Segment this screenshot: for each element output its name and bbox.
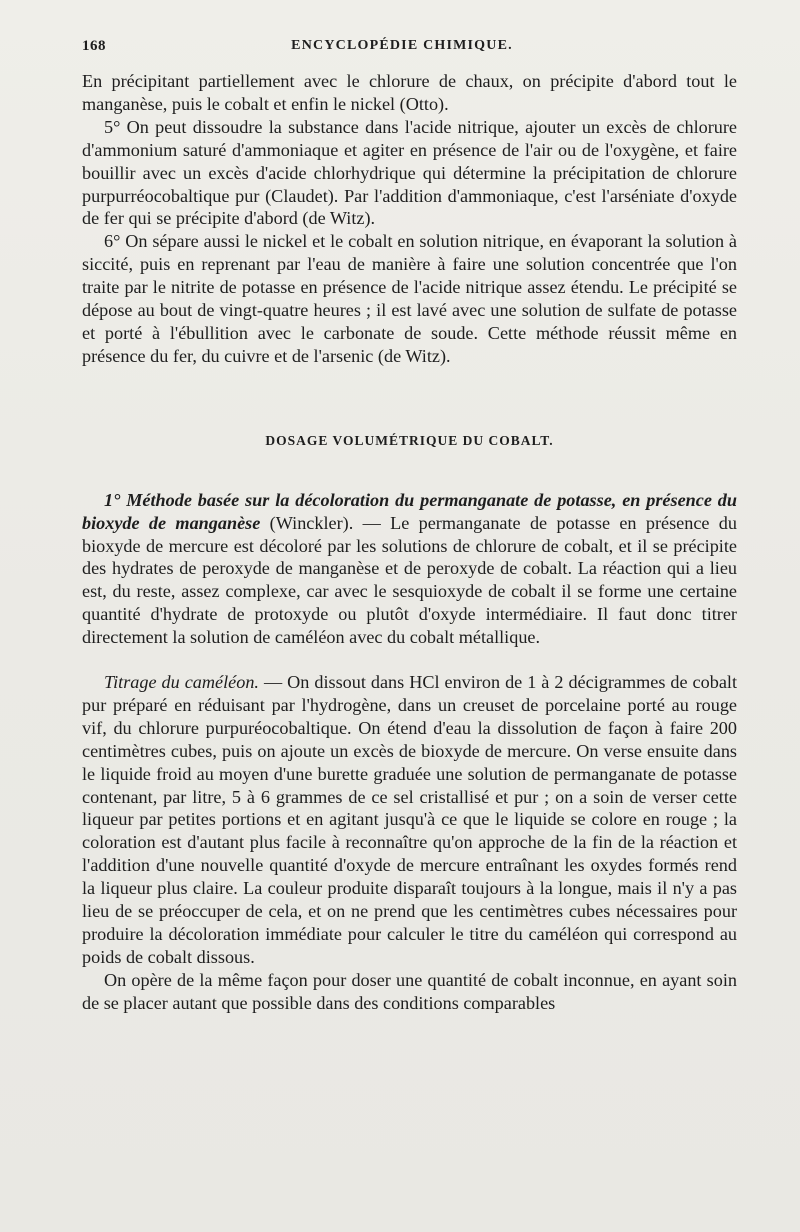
paragraph-titrage	[82, 671, 737, 969]
titrage-description: — On dissout dans HCl environ de 1 à 2 décigrammes de cobalt pur préparé en réduisant par l'hydrogène, dans un creuset de porcelaine porté au rouge vif, du chlorure purpuréocobaltique. On étend d'eau la dissolution de façon à faire 200 centimètres cubes, puis on ajoute un excès de bioxyde de mercure. On verse ensuite dans le liquide froid au moyen d'une burette graduée une solution de permanganate de potasse contenant, par litre, 5 à 6 grammes de ce sel cristallisé et pur ; on a soin de verser cette liqueur par petites portions et en agitant jusqu'à ce que le liquide se colore en rouge ; la coloration est d'autant plus facile à reconnaître qu'on approche de la fin de la réaction et l'addition d'une nouvelle quantité d'oxyde de mercure entraînant les oxydes formés rend la liqueur plus claire. La couleur produite disparaît toujours à la longue, mais il n'y a pas lieu de se préoccuper de cela, et on ne prend que les centimètres cubes nécessaires pour produire la décoloration immédiate pour calculer le titre du caméléon qui correspond au poids de cobalt dissous.	[82, 672, 737, 967]
page-number: 168	[82, 38, 106, 54]
method-heading: 1° Méthode basée sur la décoloration du permanganate de potasse, en présence du bioxyde de manganèse	[82, 489, 737, 533]
paragraph-method-5: 5° On peut dissoudre la substance dans l'acide nitrique, ajouter un excès de chlorure d'ammonium saturé d'ammoniaque et agiter en présence de l'air ou de l'oxygène, et faire bouillir avec un excès d'acide chlorhydrique qui détermine la précipitation de chlorure purpurréocobaltique pur (Claudet). Par l'addition d'ammoniaque, c'est l'arséniate d'oxyde de fer qui se précipite d'abord (de Witz).	[82, 116, 737, 229]
running-title: ENCYCLOPÉDIE CHIMIQUE.	[291, 38, 513, 53]
page-body	[82, 70, 737, 1015]
paragraph-winckler-method	[82, 489, 737, 649]
paragraph-otto: En précipitant partiellement avec le chlorure de chaux, on précipite d'abord tout le manganèse, puis le cobalt et enfin le nickel (Otto).	[82, 71, 737, 114]
section-title: DOSAGE VOLUMÉTRIQUE DU COBALT.	[265, 432, 554, 448]
method-description: (Winckler). — Le permanganate de potasse en présence du bioxyde de mercure est décoloré par les solutions de chlorure de cobalt, et il se précipite des hydrates de peroxyde de manganèse et de peroxyde de cobalt. La réaction qui a lieu est, du reste, assez complexe, car avec le sesquioxyde de cobalt il se forme une certaine quantité d'hydrate de protoxyde ou plutôt d'oxyde intermédiaire. Il faut donc titrer directement la solution de caméléon avec du cobalt métallique.	[82, 512, 737, 648]
page-header	[82, 38, 722, 62]
titrage-heading: Titrage du caméléon.	[104, 672, 259, 693]
paragraph-unknown-quantity: On opère de la même façon pour doser une quantité de cobalt inconnue, en ayant soin de se placer autant que possible dans des conditions comparables	[82, 969, 737, 1013]
paragraph-method-6: 6° On sépare aussi le nickel et le cobalt en solution nitrique, en évaporant la solution à siccité, puis en reprenant par l'eau de manière à faire une solution concentrée que l'on traite par le nitrite de potasse en présence de l'acide nitrique assez étendu. Le précipité se dépose au bout de vingt-quatre heures ; il est lavé avec une solution de sulfate de potasse et porté à l'ébullition avec le carbonate de soude. Cette méthode réussit même en présence du fer, du cuivre et de l'arsenic (de Witz).	[82, 231, 737, 366]
